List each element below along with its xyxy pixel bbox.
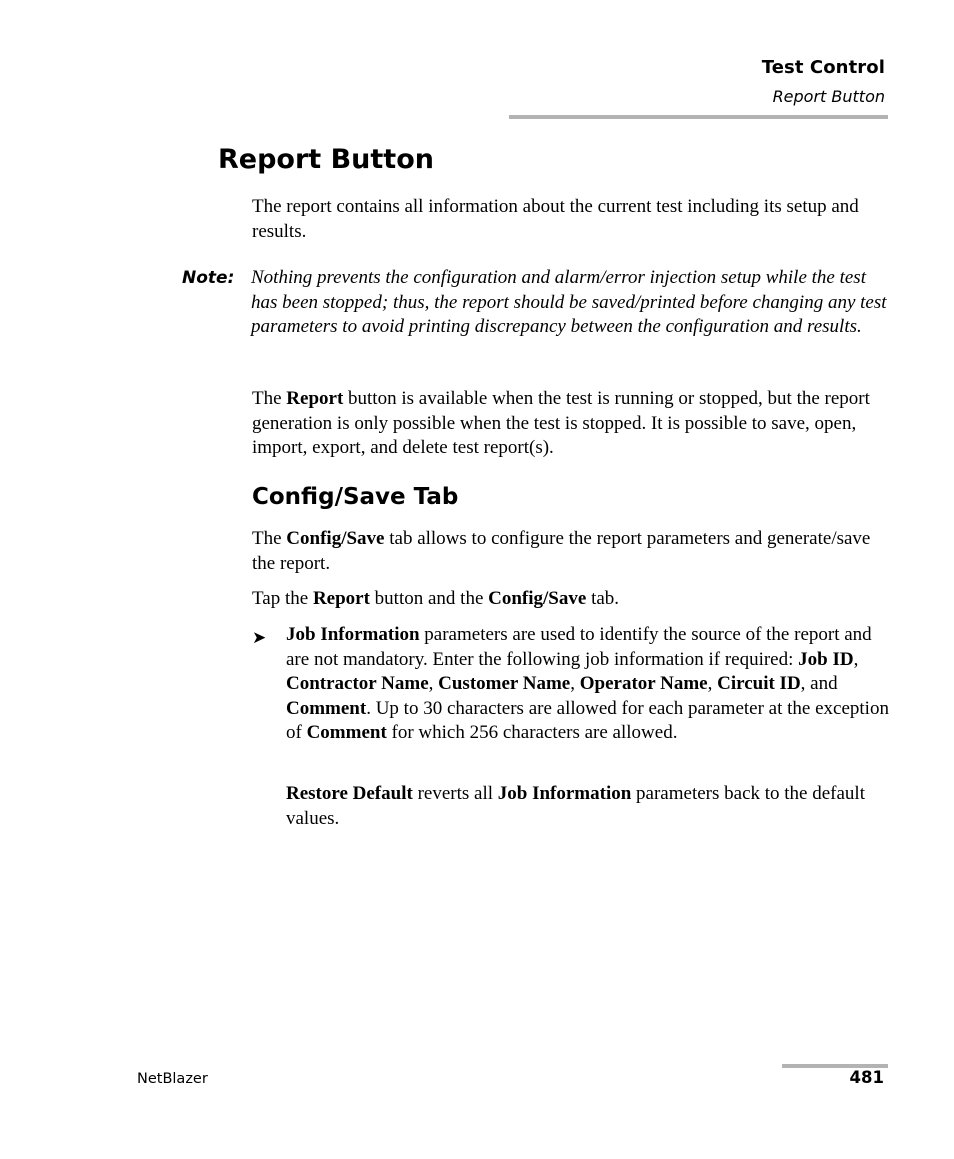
instruction-paragraph: Tap the Report button and the Config/Save tab.	[252, 588, 620, 609]
running-header-section: Report Button	[772, 87, 885, 106]
header-divider	[509, 115, 888, 119]
note-text: Nothing prevents the configuration and alarm/error injection setup while the test has been stopped; thus, the report should be saved/printed before changing any test parameters to avoid printing discrepancy between the configuration and results.	[251, 267, 887, 337]
page-number: 481	[849, 1068, 884, 1087]
note-label: Note:	[182, 268, 235, 288]
running-header-chapter: Test Control	[761, 57, 885, 78]
section-title: Config/Save Tab	[252, 484, 459, 510]
job-information-bullet: Job Information parameters are used to identify the source of the report and are not mandatory. Enter the following job information if required: Job ID, Contractor Name, Customer Name, Operator Name, Circuit ID, and Comment. Up to 30 characters are allowed for each parameter at the exception of Comment for which 256 characters are allowed.	[286, 624, 889, 743]
bullet-arrow-icon: ➤	[252, 628, 267, 648]
page-title: Report Button	[218, 144, 434, 175]
restore-default-paragraph: Restore Default reverts all Job Information parameters back to the default values.	[286, 783, 865, 829]
config-save-paragraph: The Config/Save tab allows to configure the report parameters and generate/save the report.	[252, 528, 871, 574]
report-availability-paragraph: The Report button is available when the test is running or stopped, but the report generation is only possible when the test is stopped. It is possible to save, open, import, export, and delete test report(s).	[252, 388, 870, 458]
footer-product-name: NetBlazer	[137, 1071, 208, 1087]
intro-paragraph: The report contains all information about the current test including its setup and results.	[252, 196, 859, 242]
